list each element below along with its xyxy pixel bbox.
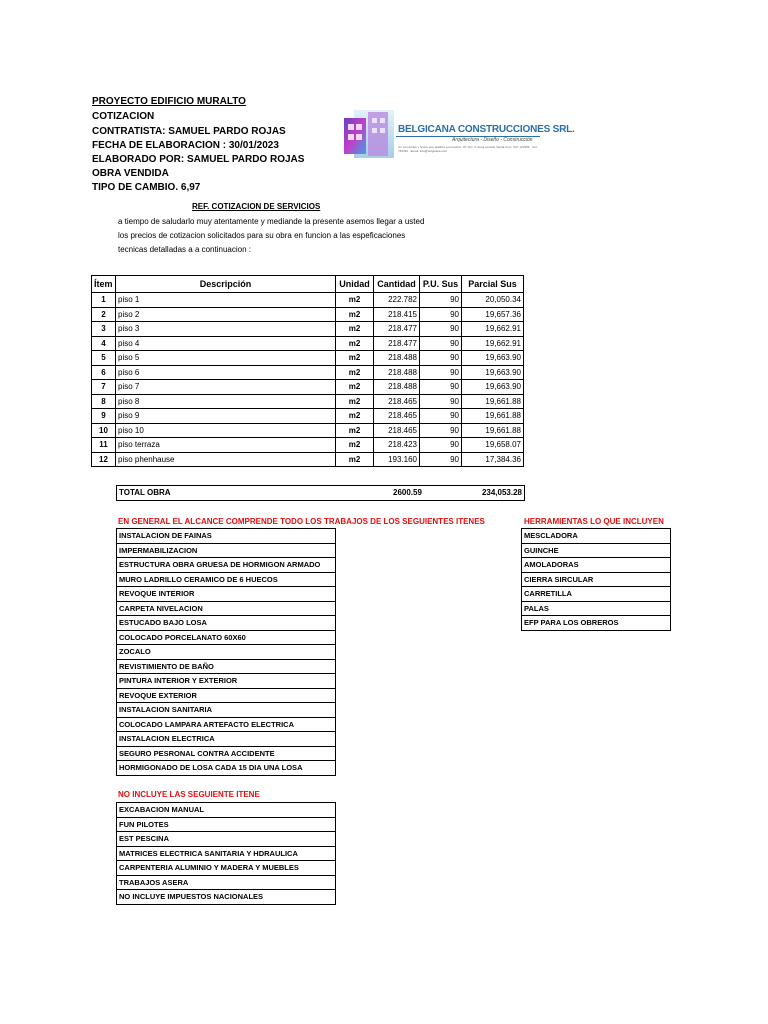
- list-item: [117, 558, 336, 573]
- description-cell: piso terraza: [116, 438, 336, 453]
- tools-list: [521, 528, 671, 631]
- unit-price-cell: 90: [420, 380, 462, 395]
- scope-item: REVISTIMIENTO DE BAÑO: [117, 659, 336, 674]
- list-item: [117, 890, 336, 905]
- item-cell: 2: [92, 307, 116, 322]
- unit-cell: m2: [336, 380, 374, 395]
- partial-cell: 19,663.90: [462, 351, 524, 366]
- excluded-item: EST PESCINA: [117, 832, 336, 847]
- table-row: [92, 293, 524, 308]
- scope-item: REVOQUE INTERIOR: [117, 587, 336, 602]
- description-cell: piso 7: [116, 380, 336, 395]
- unit-price-cell: 90: [420, 438, 462, 453]
- list-item: [117, 674, 336, 689]
- quantity-cell: 218.465: [374, 409, 420, 424]
- list-item: [117, 601, 336, 616]
- item-cell: 8: [92, 394, 116, 409]
- scope-item: INSTALACION DE FAINAS: [117, 529, 336, 544]
- list-item: [117, 688, 336, 703]
- scope-item: PINTURA INTERIOR Y EXTERIOR: [117, 674, 336, 689]
- unit-cell: m2: [336, 409, 374, 424]
- partial-cell: 20,050.34: [462, 293, 524, 308]
- logo-company-name: BELGICANA CONSTRUCCIONES SRL.: [398, 124, 575, 135]
- scope-item: INSTALACION SANITARIA: [117, 703, 336, 718]
- scope-title: EN GENERAL EL ALCANCE COMPRENDE TODO LOS TRABAJOS DE LOS SEGUIENTES ITENES: [118, 517, 485, 526]
- logo-fine-print: Av. Los Andes y Sucre esq. Edificio Los Cedros. Of. Nro. 3. Zona Central, Santa Cruz. Telf: 123456 · Cel: 765432 · Email: info@belgicana.com: [398, 145, 538, 153]
- tool-item: PALAS: [522, 601, 671, 616]
- list-item: [117, 703, 336, 718]
- table-header-row: [92, 276, 524, 293]
- header-partial: Parcial Sus: [462, 276, 524, 293]
- description-cell: piso 8: [116, 394, 336, 409]
- list-item: [522, 529, 671, 544]
- item-cell: 4: [92, 336, 116, 351]
- item-cell: 5: [92, 351, 116, 366]
- item-cell: 6: [92, 365, 116, 380]
- item-cell: 1: [92, 293, 116, 308]
- scope-list: [116, 528, 336, 776]
- unit-cell: m2: [336, 336, 374, 351]
- partial-cell: 19,661.88: [462, 394, 524, 409]
- unit-cell: m2: [336, 351, 374, 366]
- excluded-item: EXCABACION MANUAL: [117, 803, 336, 818]
- description-cell: piso 4: [116, 336, 336, 351]
- list-item: [522, 558, 671, 573]
- description-cell: piso 3: [116, 322, 336, 337]
- scope-item: HORMIGONADO DE LOSA CADA 15 DIA UNA LOSA: [117, 761, 336, 776]
- total-amount: 234,053.28: [481, 488, 522, 497]
- list-item: [522, 543, 671, 558]
- item-cell: 3: [92, 322, 116, 337]
- unit-cell: m2: [336, 394, 374, 409]
- unit-price-cell: 90: [420, 336, 462, 351]
- table-row: [92, 322, 524, 337]
- list-item: [117, 587, 336, 602]
- partial-cell: 17,384.36: [462, 452, 524, 467]
- intro-line: los precios de cotizacion solicitados para su obra en funcion a las espeficaciones: [118, 231, 406, 240]
- scope-item: ESTUCADO BAJO LOSA: [117, 616, 336, 631]
- list-item: [117, 659, 336, 674]
- intro-line: a tiempo de saludarlo muy atentamente y mediande la presente asemos llegar a usted: [118, 217, 425, 226]
- unit-cell: m2: [336, 423, 374, 438]
- quantity-cell: 222.782: [374, 293, 420, 308]
- unit-price-cell: 90: [420, 322, 462, 337]
- header-quantity: Cantidad: [374, 276, 420, 293]
- tool-item: CIERRA SIRCULAR: [522, 572, 671, 587]
- list-item: [522, 587, 671, 602]
- scope-item: COLOCADO PORCELANATO 60X60: [117, 630, 336, 645]
- description-cell: piso 2: [116, 307, 336, 322]
- quote-table: [91, 275, 524, 467]
- tool-item: CARRETILLA: [522, 587, 671, 602]
- tool-item: EFP PARA LOS OBREROS: [522, 616, 671, 631]
- list-item: [117, 832, 336, 847]
- tool-item: AMOLADORAS: [522, 558, 671, 573]
- scope-item: IMPERMABILIZACION: [117, 543, 336, 558]
- table-row: [92, 307, 524, 322]
- unit-cell: m2: [336, 307, 374, 322]
- unit-cell: m2: [336, 293, 374, 308]
- excluded-item: FUN PILOTES: [117, 817, 336, 832]
- unit-price-cell: 90: [420, 394, 462, 409]
- list-item: [117, 761, 336, 776]
- total-quantity: 2600.59: [393, 488, 422, 497]
- project-title: PROYECTO EDIFICIO MURALTO: [92, 96, 246, 107]
- quantity-cell: 218.488: [374, 351, 420, 366]
- quantity-cell: 218.477: [374, 322, 420, 337]
- excluded-item: CARPENTERIA ALUMINIO Y MADERA Y MUEBLES: [117, 861, 336, 876]
- logo-tagline: Arquitectura - Diseño - Construcción: [452, 137, 533, 143]
- table-row: [92, 438, 524, 453]
- table-row: [92, 351, 524, 366]
- quantity-cell: 218.488: [374, 380, 420, 395]
- work-status: OBRA VENDIDA: [92, 168, 169, 179]
- total-row: [116, 485, 525, 501]
- scope-item: REVOQUE EXTERIOR: [117, 688, 336, 703]
- description-cell: piso 9: [116, 409, 336, 424]
- unit-price-cell: 90: [420, 351, 462, 366]
- description-cell: piso 10: [116, 423, 336, 438]
- table-row: [92, 336, 524, 351]
- list-item: [117, 543, 336, 558]
- table-row: [92, 380, 524, 395]
- ref-title: REF. COTIZACION DE SERVICIOS: [192, 202, 321, 211]
- quantity-cell: 193.160: [374, 452, 420, 467]
- tool-item: MESCLADORA: [522, 529, 671, 544]
- excluded-item: MATRICES ELECTRICA SANITARIA Y HDRAULICA: [117, 846, 336, 861]
- quantity-cell: 218.415: [374, 307, 420, 322]
- list-item: [117, 616, 336, 631]
- list-item: [117, 572, 336, 587]
- scope-item: CARPETA NIVELACION: [117, 601, 336, 616]
- unit-cell: m2: [336, 365, 374, 380]
- list-item: [117, 630, 336, 645]
- item-cell: 7: [92, 380, 116, 395]
- quantity-cell: 218.477: [374, 336, 420, 351]
- partial-cell: 19,661.88: [462, 409, 524, 424]
- list-item: [522, 616, 671, 631]
- excluded-item: TRABAJOS ASERA: [117, 875, 336, 890]
- partial-cell: 19,657.36: [462, 307, 524, 322]
- item-cell: 12: [92, 452, 116, 467]
- unit-cell: m2: [336, 438, 374, 453]
- list-item: [117, 861, 336, 876]
- item-cell: 10: [92, 423, 116, 438]
- unit-price-cell: 90: [420, 307, 462, 322]
- quantity-cell: 218.465: [374, 394, 420, 409]
- header-unit: Unidad: [336, 276, 374, 293]
- contractor: CONTRATISTA: SAMUEL PARDO ROJAS: [92, 126, 286, 137]
- unit-price-cell: 90: [420, 423, 462, 438]
- list-item: [117, 846, 336, 861]
- table-row: [92, 365, 524, 380]
- doc-type: COTIZACION: [92, 111, 155, 122]
- unit-cell: m2: [336, 452, 374, 467]
- list-item: [117, 645, 336, 660]
- partial-cell: 19,663.90: [462, 365, 524, 380]
- partial-cell: 19,661.88: [462, 423, 524, 438]
- intro-line: tecnicas detalladas a a continuacion :: [118, 245, 251, 254]
- partial-cell: 19,663.90: [462, 380, 524, 395]
- excluded-item: NO INCLUYE IMPUESTOS NACIONALES: [117, 890, 336, 905]
- header-item: Ítem: [92, 276, 116, 293]
- table-row: [92, 423, 524, 438]
- scope-item: INSTALACION ELECTRICA: [117, 732, 336, 747]
- scope-item: ESTRUCTURA OBRA GRUESA DE HORMIGON ARMADO: [117, 558, 336, 573]
- list-item: [117, 732, 336, 747]
- header-description: Descripción: [116, 276, 336, 293]
- description-cell: piso 5: [116, 351, 336, 366]
- list-item: [117, 746, 336, 761]
- unit-price-cell: 90: [420, 365, 462, 380]
- elaboration-date: FECHA DE ELABORACION : 30/01/2023: [92, 140, 279, 151]
- list-item: [117, 875, 336, 890]
- quantity-cell: 218.465: [374, 423, 420, 438]
- tools-title: HERRAMIENTAS LO QUE INCLUYEN: [524, 517, 664, 526]
- list-item: [522, 572, 671, 587]
- partial-cell: 19,658.07: [462, 438, 524, 453]
- prepared-by: ELABORADO POR: SAMUEL PARDO ROJAS: [92, 154, 305, 165]
- table-row: [92, 394, 524, 409]
- tool-item: GUINCHE: [522, 543, 671, 558]
- scope-item: ZOCALO: [117, 645, 336, 660]
- list-item: [117, 803, 336, 818]
- description-cell: piso 1: [116, 293, 336, 308]
- description-cell: piso 6: [116, 365, 336, 380]
- table-row: [92, 409, 524, 424]
- excluded-list: [116, 802, 336, 905]
- list-item: [117, 717, 336, 732]
- unit-price-cell: 90: [420, 293, 462, 308]
- exchange-rate: TIPO DE CAMBIO. 6,97: [92, 182, 201, 193]
- unit-price-cell: 90: [420, 409, 462, 424]
- item-cell: 11: [92, 438, 116, 453]
- quantity-cell: 218.423: [374, 438, 420, 453]
- scope-item: MURO LADRILLO CERAMICO DE 6 HUECOS: [117, 572, 336, 587]
- item-cell: 9: [92, 409, 116, 424]
- scope-item: SEGURO PESRONAL CONTRA ACCIDENTE: [117, 746, 336, 761]
- partial-cell: 19,662.91: [462, 336, 524, 351]
- excluded-title: NO INCLUYE LAS SEGUIENTE ITENE: [118, 790, 260, 799]
- list-item: [117, 529, 336, 544]
- list-item: [522, 601, 671, 616]
- unit-price-cell: 90: [420, 452, 462, 467]
- scope-item: COLOCADO LAMPARA ARTEFACTO ELECTRICA: [117, 717, 336, 732]
- table-row: [92, 452, 524, 467]
- quantity-cell: 218.488: [374, 365, 420, 380]
- list-item: [117, 817, 336, 832]
- description-cell: piso phenhause: [116, 452, 336, 467]
- unit-cell: m2: [336, 322, 374, 337]
- partial-cell: 19,662.91: [462, 322, 524, 337]
- total-label: TOTAL OBRA: [119, 488, 171, 497]
- header-unit-price: P.U. Sus: [420, 276, 462, 293]
